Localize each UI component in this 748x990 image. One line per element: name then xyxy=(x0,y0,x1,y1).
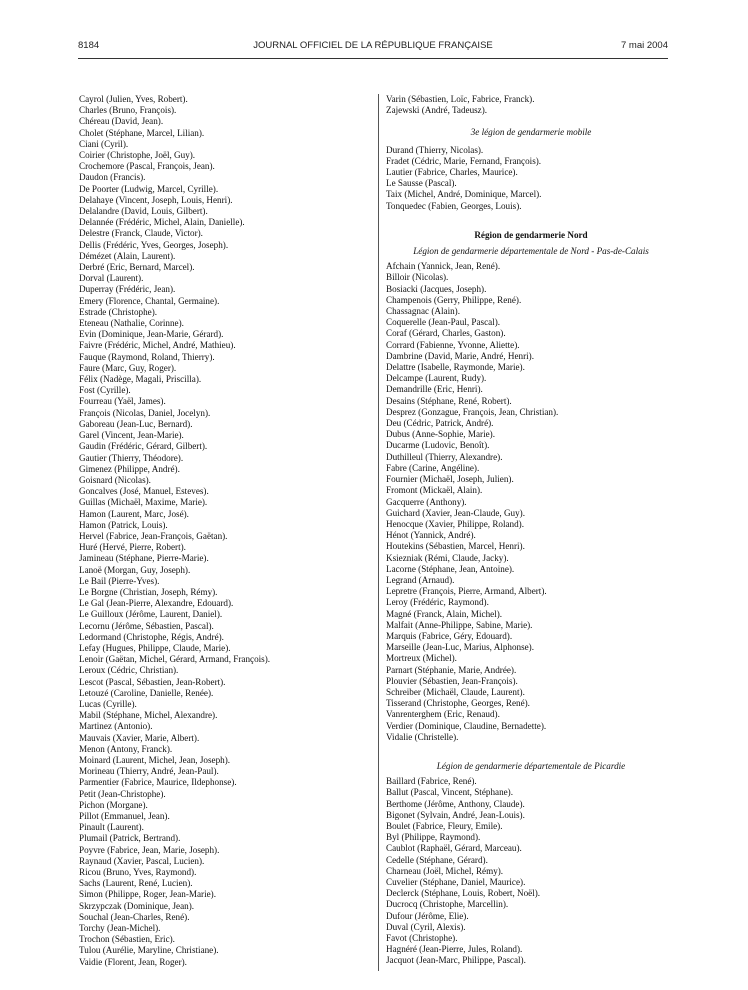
list-item: Malfait (Anne-Philippe, Sabine, Marie). xyxy=(386,619,533,630)
list-item: Derbré (Eric, Bernard, Marcel). xyxy=(79,262,195,273)
list-item: Dellis (Frédéric, Yves, Georges, Joseph). xyxy=(79,239,229,250)
list-item: Corrard (Fabienne, Yvonne, Aliette). xyxy=(386,339,520,350)
list-item: Dambrine (David, Marie, André, Henri). xyxy=(386,350,534,361)
list-item: Byl (Philippe, Raymond). xyxy=(386,832,481,843)
list-item: Delahaye (Vincent, Joseph, Louis, Henri). xyxy=(79,194,233,205)
list-item: Vanrenterghem (Eric, Renaud). xyxy=(386,709,500,720)
list-item: Daudon (Francis). xyxy=(79,172,146,183)
list-item: Tulou (Aurélie, Maryline, Christiane). xyxy=(79,945,219,956)
list-item: Charles (Bruno, François). xyxy=(79,105,177,116)
list-item: Vidalie (Christelle). xyxy=(386,731,459,742)
list-item: Ducarme (Ludovic, Benoît). xyxy=(386,440,490,451)
list-item: Pillot (Emmanuel, Jean). xyxy=(79,811,170,821)
list-item: Chassagnac (Alain). xyxy=(386,306,460,317)
mobile-legion-list xyxy=(386,145,676,212)
list-item: Sachs (Laurent, René, Lucien). xyxy=(79,878,193,889)
page-header xyxy=(78,40,668,56)
list-item: Simon (Philippe, Roger, Jean-Marie). xyxy=(79,889,216,900)
list-item: Pichon (Morgane). xyxy=(79,799,148,810)
list-item: Declerck (Stéphane, Louis, Robert, Noël). xyxy=(386,888,541,899)
list-item: De Poorter (Ludwig, Marcel, Cyrille). xyxy=(79,183,219,194)
npdc-legion-list xyxy=(386,261,676,743)
npdc-legion-heading: Légion de gendarmerie départementale de Nord - Pas-de-Calais xyxy=(413,246,649,257)
list-item: Henocque (Xavier, Philippe, Roland). xyxy=(386,518,524,529)
list-item: Houtekins (Sébastien, Marcel, Henri). xyxy=(386,541,525,552)
list-item: Dufour (Jérôme, Elie). xyxy=(386,910,469,921)
list-item: Charneau (Joël, Michel, Rémy). xyxy=(386,865,504,876)
region-heading: Région de gendarmerie Nord xyxy=(474,229,588,240)
list-item: Petit (Jean-Christophe). xyxy=(79,788,166,799)
list-item: Lenoir (Gaëtan, Michel, Gérard, Armand, François). xyxy=(79,654,271,665)
list-item: Mabil (Stéphane, Michel, Alexandre). xyxy=(79,710,218,721)
list-item: Lautier (Fabrice, Charles, Maurice). xyxy=(386,167,518,178)
list-item: Duval (Cyril, Alexis). xyxy=(386,921,466,932)
list-item: Martinez (Antonio). xyxy=(79,721,153,732)
list-item: Gimenez (Philippe, André). xyxy=(79,463,180,474)
list-item: Desains (Stéphane, René, Robert). xyxy=(386,395,512,406)
list-item: Delcampe (Laurent, Rudy). xyxy=(386,373,487,384)
list-item: Cuvelier (Stéphane, Daniel, Maurice). xyxy=(386,877,526,887)
list-item: Delattre (Isabelle, Raymonde, Marie). xyxy=(386,362,525,373)
list-item: Poyvre (Fabrice, Jean, Marie, Joseph). xyxy=(79,844,220,855)
list-item: Eteneau (Nathalie, Corinne). xyxy=(79,318,184,329)
list-item: Fabre (Carine, Angéline). xyxy=(386,462,480,473)
list-item: François (Nicolas, Daniel, Jocelyn). xyxy=(79,407,211,418)
list-item: Hagnéré (Jean-Pierre, Jules, Roland). xyxy=(386,944,523,955)
list-item: Félix (Nadège, Magali, Priscilla). xyxy=(79,374,202,385)
list-item: Le Borgne (Christian, Joseph, Rémy). xyxy=(79,586,218,597)
left-column xyxy=(79,94,369,968)
list-item: Varin (Sébastien, Loïc, Fabrice, Franck). xyxy=(386,94,535,104)
list-item: Magné (Franck, Alain, Michel). xyxy=(386,608,503,619)
list-item: Ledormand (Christophe, Régis, André). xyxy=(79,631,224,642)
list-item: Berthome (Jérôme, Anthony, Claude). xyxy=(386,798,525,809)
list-item: Leroy (Frédéric, Raymond). xyxy=(386,597,489,608)
list-item: Souchal (Jean-Charles, René). xyxy=(79,911,190,922)
list-item: Lecornu (Jérôme, Sébastien, Pascal). xyxy=(79,620,214,631)
list-item: Menon (Antony, Franck). xyxy=(79,743,173,754)
list-item: Guichard (Xavier, Jean-Claude, Guy). xyxy=(386,507,525,518)
list-item: Guillas (Michaël, Maxime, Marie). xyxy=(79,497,208,508)
list-item: Ballut (Pascal, Vincent, Stéphane). xyxy=(386,787,514,798)
list-item: Jamineau (Stéphane, Pierre-Marie). xyxy=(79,553,209,564)
list-item: Lucas (Cyrille). xyxy=(79,698,137,709)
list-item: Dubus (Anne-Sophie, Marie). xyxy=(386,429,495,440)
list-item: Zajewski (André, Tadeusz). xyxy=(386,105,488,116)
list-item: Afchain (Yannick, Jean, René). xyxy=(386,261,501,272)
list-item: Emery (Florence, Chantal, Germaine). xyxy=(79,295,220,306)
list-item: Legrand (Arnaud). xyxy=(386,574,455,585)
list-item: Delestre (Franck, Claude, Victor). xyxy=(79,228,203,239)
list-item: Duthilleul (Thierry, Alexandre). xyxy=(386,451,503,462)
list-item: Chéreau (David, Jean). xyxy=(79,116,164,127)
list-item: Goisnard (Nicolas). xyxy=(79,474,151,485)
list-item: Delannée (Frédéric, Michel, Alain, Danielle). xyxy=(79,217,245,228)
list-item: Leroux (Cédric, Christian). xyxy=(79,665,179,676)
list-item: Garel (Vincent, Jean-Marie). xyxy=(79,430,184,441)
list-item: Moinard (Laurent, Michel, Jean, Joseph). xyxy=(79,754,231,765)
list-item: Ducrocq (Christophe, Marcellin). xyxy=(386,899,509,910)
list-item: Trochon (Sébastien, Eric). xyxy=(79,934,175,945)
list-item: Fradet (Cédric, Marie, Fernand, François). xyxy=(386,155,542,166)
list-item: Favot (Christophe). xyxy=(386,933,458,944)
list-item: Gacquerre (Anthony). xyxy=(386,496,467,507)
list-item: Dorval (Laurent). xyxy=(79,273,144,284)
list-item: Démézet (Alain, Laurent). xyxy=(79,250,176,261)
list-item: Cholet (Stéphane, Marcel, Lilian). xyxy=(79,127,205,138)
list-item: Lepretre (François, Pierre, Armand, Albert). xyxy=(386,586,547,597)
list-item: Coraf (Gérard, Charles, Gaston). xyxy=(386,328,506,339)
list-item: Gaboreau (Jean-Luc, Bernard). xyxy=(79,418,193,429)
list-item: Fournier (Michaël, Joseph, Julien). xyxy=(386,474,514,485)
list-item: Le Bail (Pierre-Yves). xyxy=(79,575,160,586)
list-item: Morineau (Thierry, André, Jean-Paul). xyxy=(79,766,219,777)
list-item: Vaidie (Florent, Jean, Roger). xyxy=(79,956,187,967)
list-item: Skrzypczak (Dominique, Jean). xyxy=(79,900,195,911)
list-item: Verdier (Dominique, Claudine, Bernadette). xyxy=(386,720,547,731)
list-item: Deu (Cédric, Patrick, André). xyxy=(386,418,494,429)
list-item: Faivre (Frédéric, Michel, André, Mathieu). xyxy=(79,340,236,351)
list-item: Fost (Cyrille). xyxy=(79,385,131,396)
list-item: Ksiezniak (Rémi, Claude, Jacky). xyxy=(386,552,509,563)
list-item: Faure (Marc, Guy, Roger). xyxy=(79,362,177,373)
list-item: Hénot (Yannick, André). xyxy=(386,530,476,541)
list-item: Tisserand (Christophe, Georges, René). xyxy=(386,698,530,709)
list-item: Letouzé (Caroline, Danielle, Renée). xyxy=(79,687,214,698)
list-item: Pinault (Laurent). xyxy=(79,822,144,833)
header-rule xyxy=(78,58,668,59)
list-item: Le Sausse (Pascal). xyxy=(386,178,457,189)
list-item: Delalandre (David, Louis, Gilbert). xyxy=(79,206,208,217)
list-item: Torchy (Jean-Michel). xyxy=(79,923,161,934)
list-item: Le Gal (Jean-Pierre, Alexandre, Edouard). xyxy=(79,598,234,609)
list-item: Taix (Michel, André, Dominique, Marcel). xyxy=(386,189,542,200)
list-item: Champenois (Gerry, Philippe, René). xyxy=(386,294,522,305)
list-item: Bosiacki (Jacques, Joseph). xyxy=(386,283,487,294)
list-item: Hamon (Patrick, Louis). xyxy=(79,519,168,530)
column-divider xyxy=(378,94,379,971)
list-item: Durand (Thierry, Nicolas). xyxy=(386,144,484,155)
list-item: Evin (Dominique, Jean-Marie, Gérard). xyxy=(79,329,224,340)
list-item: Estrade (Christophe). xyxy=(79,306,158,317)
list-item: Billoir (Nicolas). xyxy=(386,272,449,283)
list-item: Lanoë (Morgan, Guy, Joseph). xyxy=(79,564,191,575)
list-item: Plouvier (Sébastien, Jean-François). xyxy=(386,675,518,686)
page-number: 8184 xyxy=(78,40,100,51)
list-item: Hervel (Fabrice, Jean-François, Gaëtan). xyxy=(79,530,228,541)
list-item: Parmentier (Fabrice, Maurice, Ildephonse). xyxy=(79,777,237,788)
picardie-legion-list xyxy=(386,776,676,966)
list-item: Marseille (Jean-Luc, Marius, Alphonse). xyxy=(386,642,534,653)
intro-list xyxy=(386,94,676,116)
list-item: Le Guilloux (Jérôme, Laurent, Daniel). xyxy=(79,609,223,620)
list-item: Lescot (Pascal, Sébastien, Jean-Robert). xyxy=(79,676,226,687)
list-item: Mauvais (Xavier, Marie, Albert). xyxy=(79,732,200,743)
list-item: Ricou (Bruno, Yves, Raymond). xyxy=(79,867,197,878)
list-item: Baillard (Fabrice, René). xyxy=(386,776,477,787)
list-item: Raynaud (Xavier, Pascal, Lucien). xyxy=(79,855,205,866)
journal-title: JOURNAL OFFICIEL DE LA RÉPUBLIQUE FRANÇAISE xyxy=(253,40,493,51)
list-item: Ciani (Cyril). xyxy=(79,138,129,149)
list-item: Fromont (Mickaël, Alain). xyxy=(386,485,483,496)
list-item: Duperray (Frédéric, Jean). xyxy=(79,284,176,295)
list-item: Caublot (Raphaël, Gérard, Marceau). xyxy=(386,843,522,854)
list-item: Cedelle (Stéphane, Gérard). xyxy=(386,854,488,865)
list-item: Crochemore (Pascal, François, Jean). xyxy=(79,161,215,172)
list-item: Boulet (Fabrice, Fleury, Emile). xyxy=(386,820,503,831)
list-item: Gautier (Thierry, Théodore). xyxy=(79,452,184,463)
list-item: Huré (Hervé, Pierre, Robert). xyxy=(79,542,186,553)
list-item: Goncalves (José, Manuel, Esteves). xyxy=(79,486,209,497)
list-item: Coquerelle (Jean-Paul, Pascal). xyxy=(386,317,501,328)
list-item: Gaudin (Frédéric, Gérard, Gilbert). xyxy=(79,441,208,452)
list-item: Parnart (Stéphanie, Marie, Andrée). xyxy=(386,664,517,675)
list-item: Lacorne (Stéphane, Jean, Antoine). xyxy=(386,563,515,574)
list-item: Mortreux (Michel). xyxy=(386,653,457,664)
list-item: Tonquedec (Fabien, Georges, Louis). xyxy=(386,200,522,211)
list-item: Lefay (Hugues, Philippe, Claude, Marie). xyxy=(79,642,231,653)
mobile-legion-heading: 3e légion de gendarmerie mobile xyxy=(470,127,592,138)
list-item: Marquis (Fabrice, Géry, Edouard). xyxy=(386,630,513,641)
list-item: Plumail (Patrick, Bertrand). xyxy=(79,833,181,844)
list-item: Coirier (Christophe, Joël, Guy). xyxy=(79,150,196,161)
list-item: Cayrol (Julien, Yves, Robert). xyxy=(79,94,188,104)
publication-date: 7 mai 2004 xyxy=(620,40,668,51)
list-item: Fauque (Raymond, Roland, Thierry). xyxy=(79,351,215,362)
list-item: Bigonet (Sylvain, André, Jean-Louis). xyxy=(386,809,525,820)
list-item: Fourreau (Yaël, James). xyxy=(79,396,166,407)
list-item: Desprez (Gonzague, François, Jean, Christian). xyxy=(386,406,559,417)
right-column xyxy=(386,94,676,967)
list-item: Demandrille (Eric, Henri). xyxy=(386,384,483,395)
list-item: Jacquot (Jean-Marc, Philippe, Pascal). xyxy=(386,955,526,966)
list-item: Hamon (Laurent, Marc, José). xyxy=(79,508,189,519)
list-item: Schreiber (Michaël, Claude, Laurent). xyxy=(386,686,525,697)
picardie-legion-heading: Légion de gendarmerie départementale de Picardie xyxy=(436,760,626,771)
